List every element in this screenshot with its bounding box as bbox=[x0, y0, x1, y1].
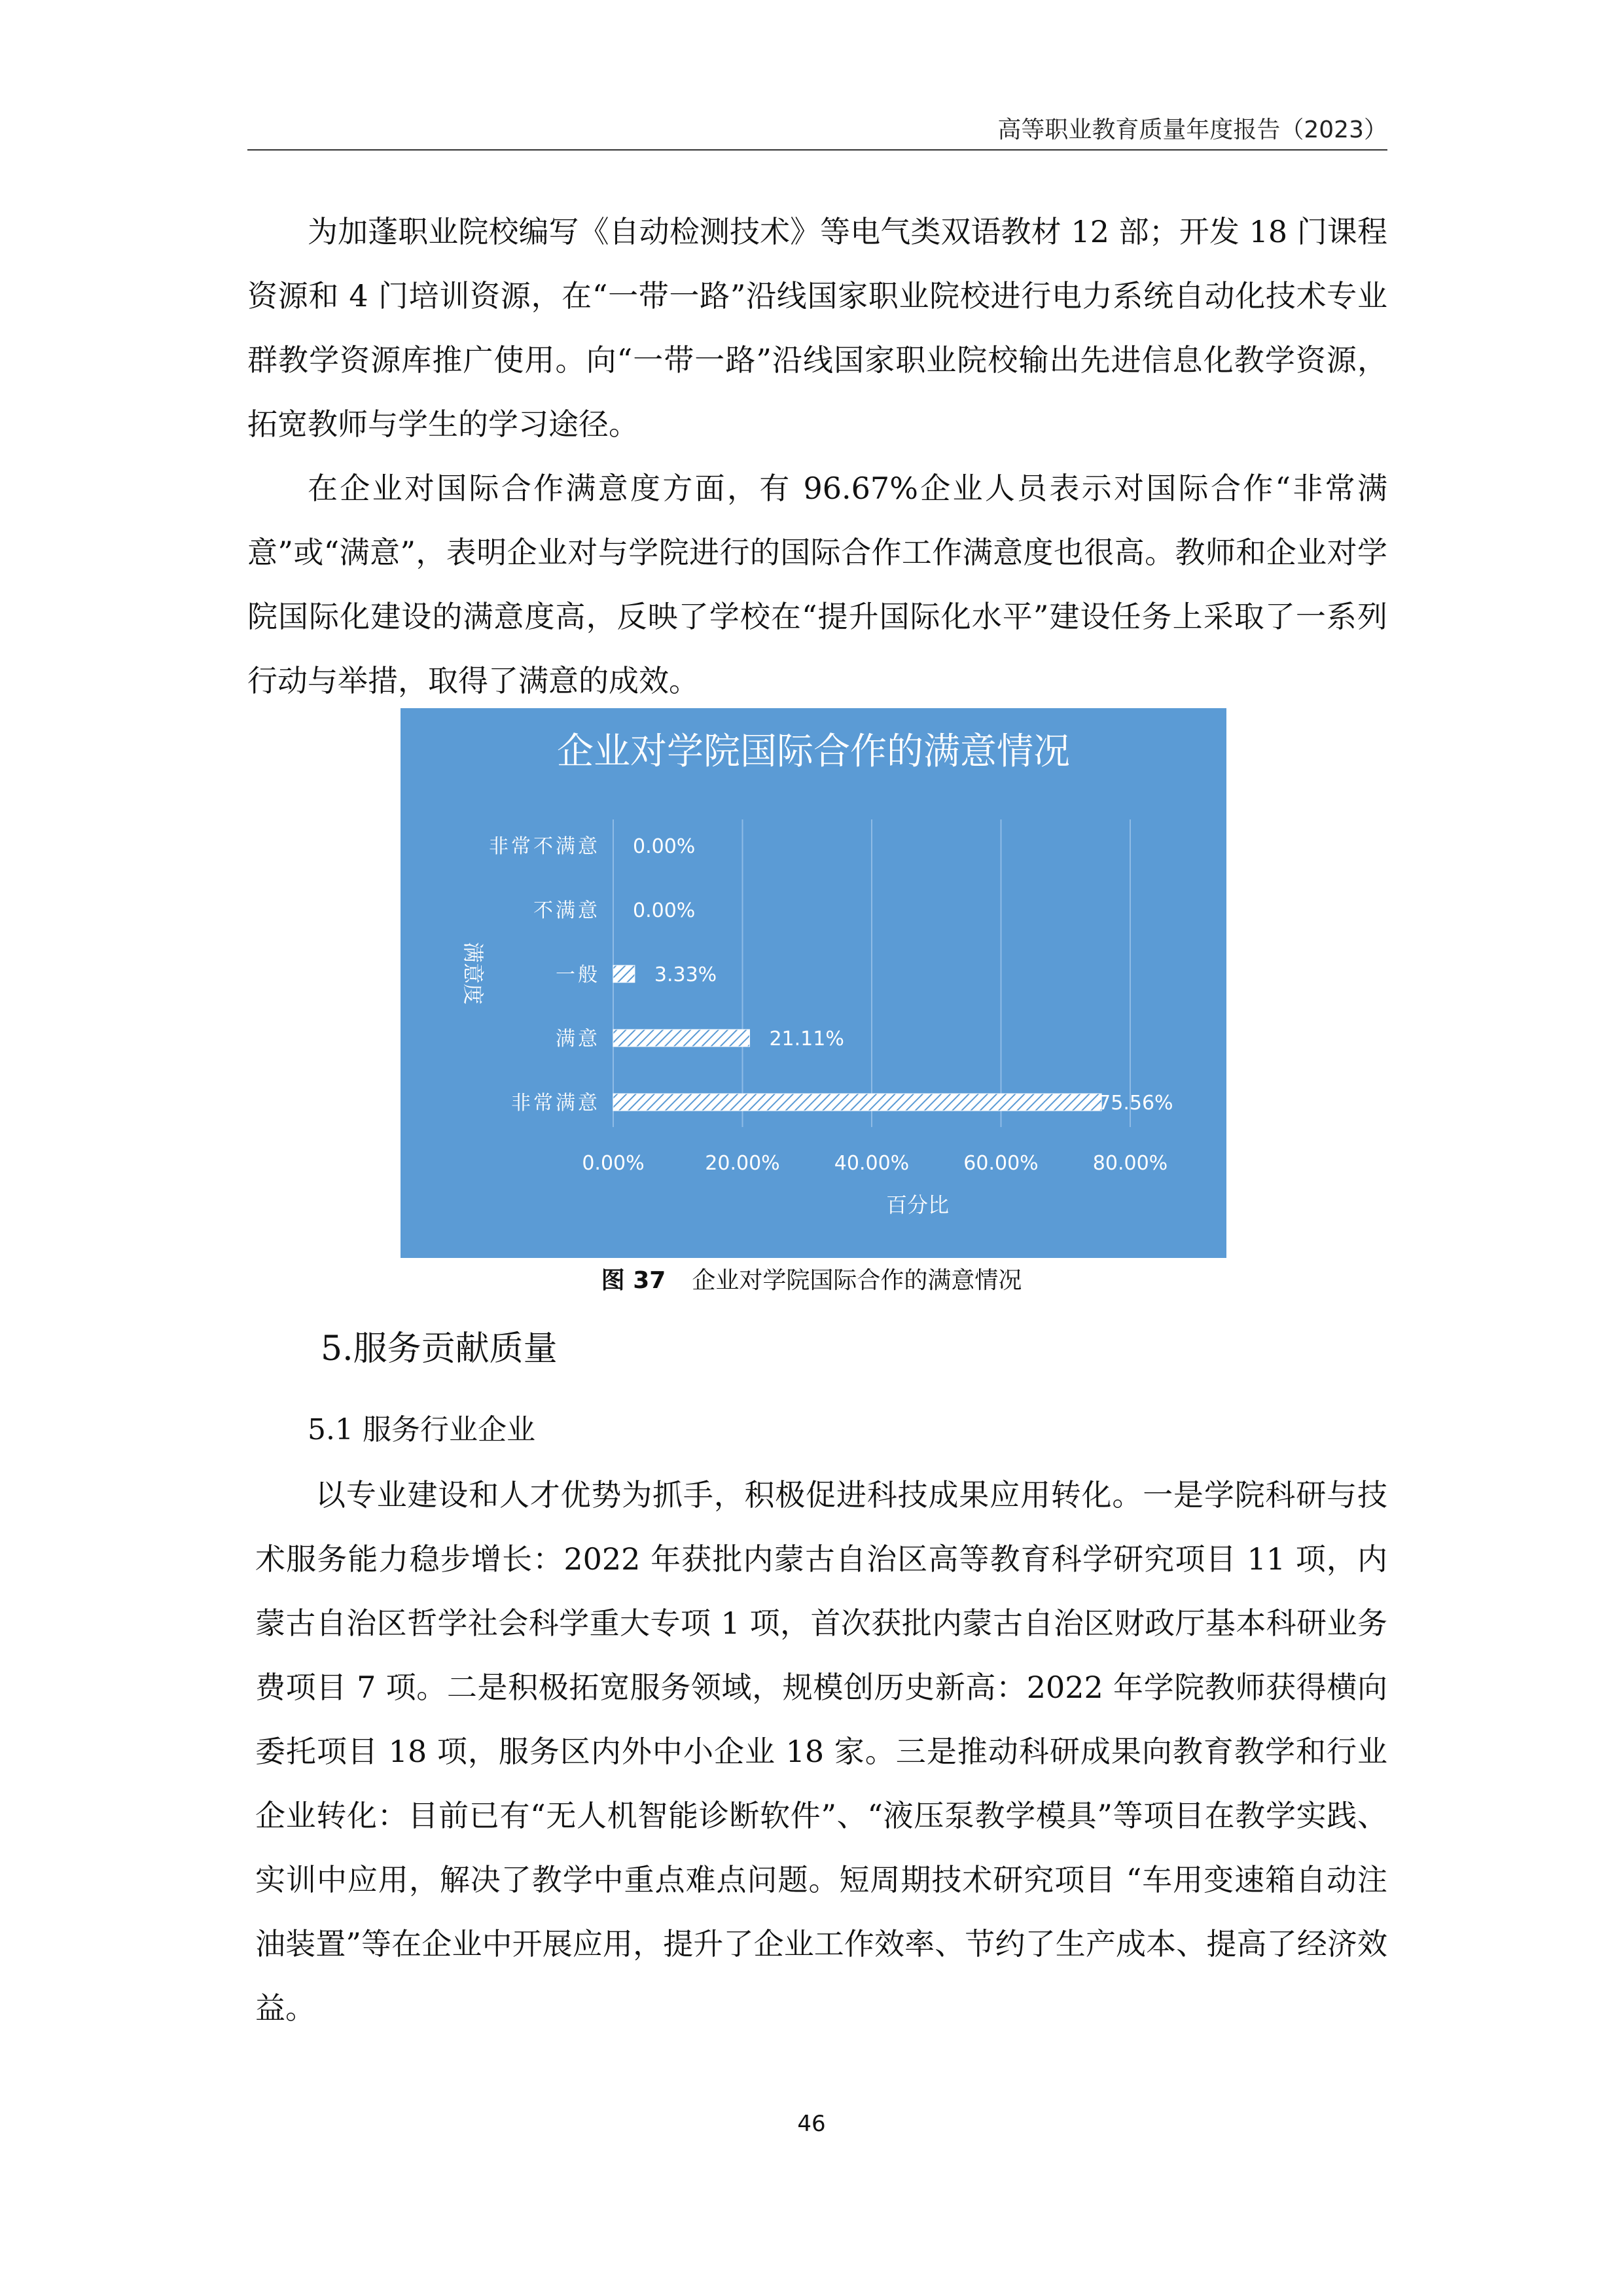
bar bbox=[613, 1030, 749, 1047]
data-label: 21.11% bbox=[769, 1028, 844, 1050]
category-label: 非常不满意 bbox=[489, 835, 600, 858]
header-rule bbox=[247, 149, 1387, 151]
section-heading: 5.服务贡献质量 bbox=[321, 1329, 558, 1369]
chart-svg bbox=[401, 708, 1226, 1258]
figure-caption-label: 图 37 bbox=[601, 1267, 666, 1294]
figure-caption bbox=[0, 1262, 1623, 1295]
x-tick-label: 80.00% bbox=[1092, 1152, 1168, 1175]
chart-title: 企业对学院国际合作的满意情况 bbox=[557, 730, 1070, 773]
x-tick-label: 20.00% bbox=[705, 1152, 780, 1175]
category-label: 非常满意 bbox=[511, 1092, 600, 1115]
data-label: 3.33% bbox=[654, 963, 717, 986]
section-subheading: 5.1 服务行业企业 bbox=[308, 1413, 535, 1446]
x-axis-title: 百分比 bbox=[885, 1193, 950, 1217]
category-label: 满意 bbox=[556, 1028, 600, 1050]
paragraph-2: 在企业对国际合作满意度方面，有 96.67%企业人员表示对国际合作“非常满意”或“满意”，表明企业对与学院进行的国际合作工作满意度也很高。教师和企业对学院国际化建设的满意度高，反映了学校在“提升国际化水平”建设任务上采取了一系列行动与举措，取得了满意的成效。 bbox=[247, 471, 1387, 698]
data-label: 0.00% bbox=[633, 899, 696, 922]
x-tick-label: 0.00% bbox=[582, 1152, 645, 1175]
paragraph-1: 为加蓬职业院校编写《自动检测技术》等电气类双语教材 12 部；开发 18 门课程资源和 4 门培训资源，在“一带一路”沿线国家职业院校进行电力系统自动化技术专业群教学资源库推广使用。向“一带一路”沿线国家职业院校输出先进信息化教学资源，拓宽教师与学生的学习途径。 bbox=[247, 214, 1387, 442]
category-label: 不满意 bbox=[533, 899, 600, 922]
page-number: 46 bbox=[797, 2111, 826, 2137]
paragraph-3: 以专业建设和人才优势为抓手，积极促进科技成果应用转化。一是学院科研与技术服务能力稳步增长：2022 年获批内蒙古自治区高等教育科学研究项目 11 项，内蒙古自治区哲学社会科学重大专项 1 项，首次获批内蒙古自治区财政厅基本科研业务费项目 7 项。二是积极拓宽服务领域，规模创历史新高：2022 年学院教师获得横向委托项目 18 项，服务区内外中小企业 18 家。三是推动科研成果向教育教学和行业企业转化：目前已有“无人机智能诊断软件”、“液压泵教学模具”等项目在教学实践、实训中应用，解决了教学中重点难点问题。短周期技术研究项目 “车用变速箱自动注油装置”等在企业中开展应用，提升了企业工作效率、节约了生产成本、提高了经济效益。 bbox=[255, 1477, 1387, 2026]
x-tick-label: 60.00% bbox=[963, 1152, 1039, 1175]
page-header-title: 高等职业教育质量年度报告（2023） bbox=[997, 117, 1387, 143]
satisfaction-chart bbox=[401, 708, 1226, 1258]
bar bbox=[613, 965, 635, 982]
data-label: 75.56% bbox=[1098, 1092, 1173, 1115]
x-tick-label: 40.00% bbox=[834, 1152, 910, 1175]
figure-caption-text: 企业对学院国际合作的满意情况 bbox=[692, 1267, 1022, 1294]
y-axis-title: 满意度 bbox=[461, 941, 486, 1005]
category-label: 一般 bbox=[556, 963, 600, 986]
bar bbox=[613, 1094, 1101, 1111]
data-label: 0.00% bbox=[633, 835, 696, 858]
